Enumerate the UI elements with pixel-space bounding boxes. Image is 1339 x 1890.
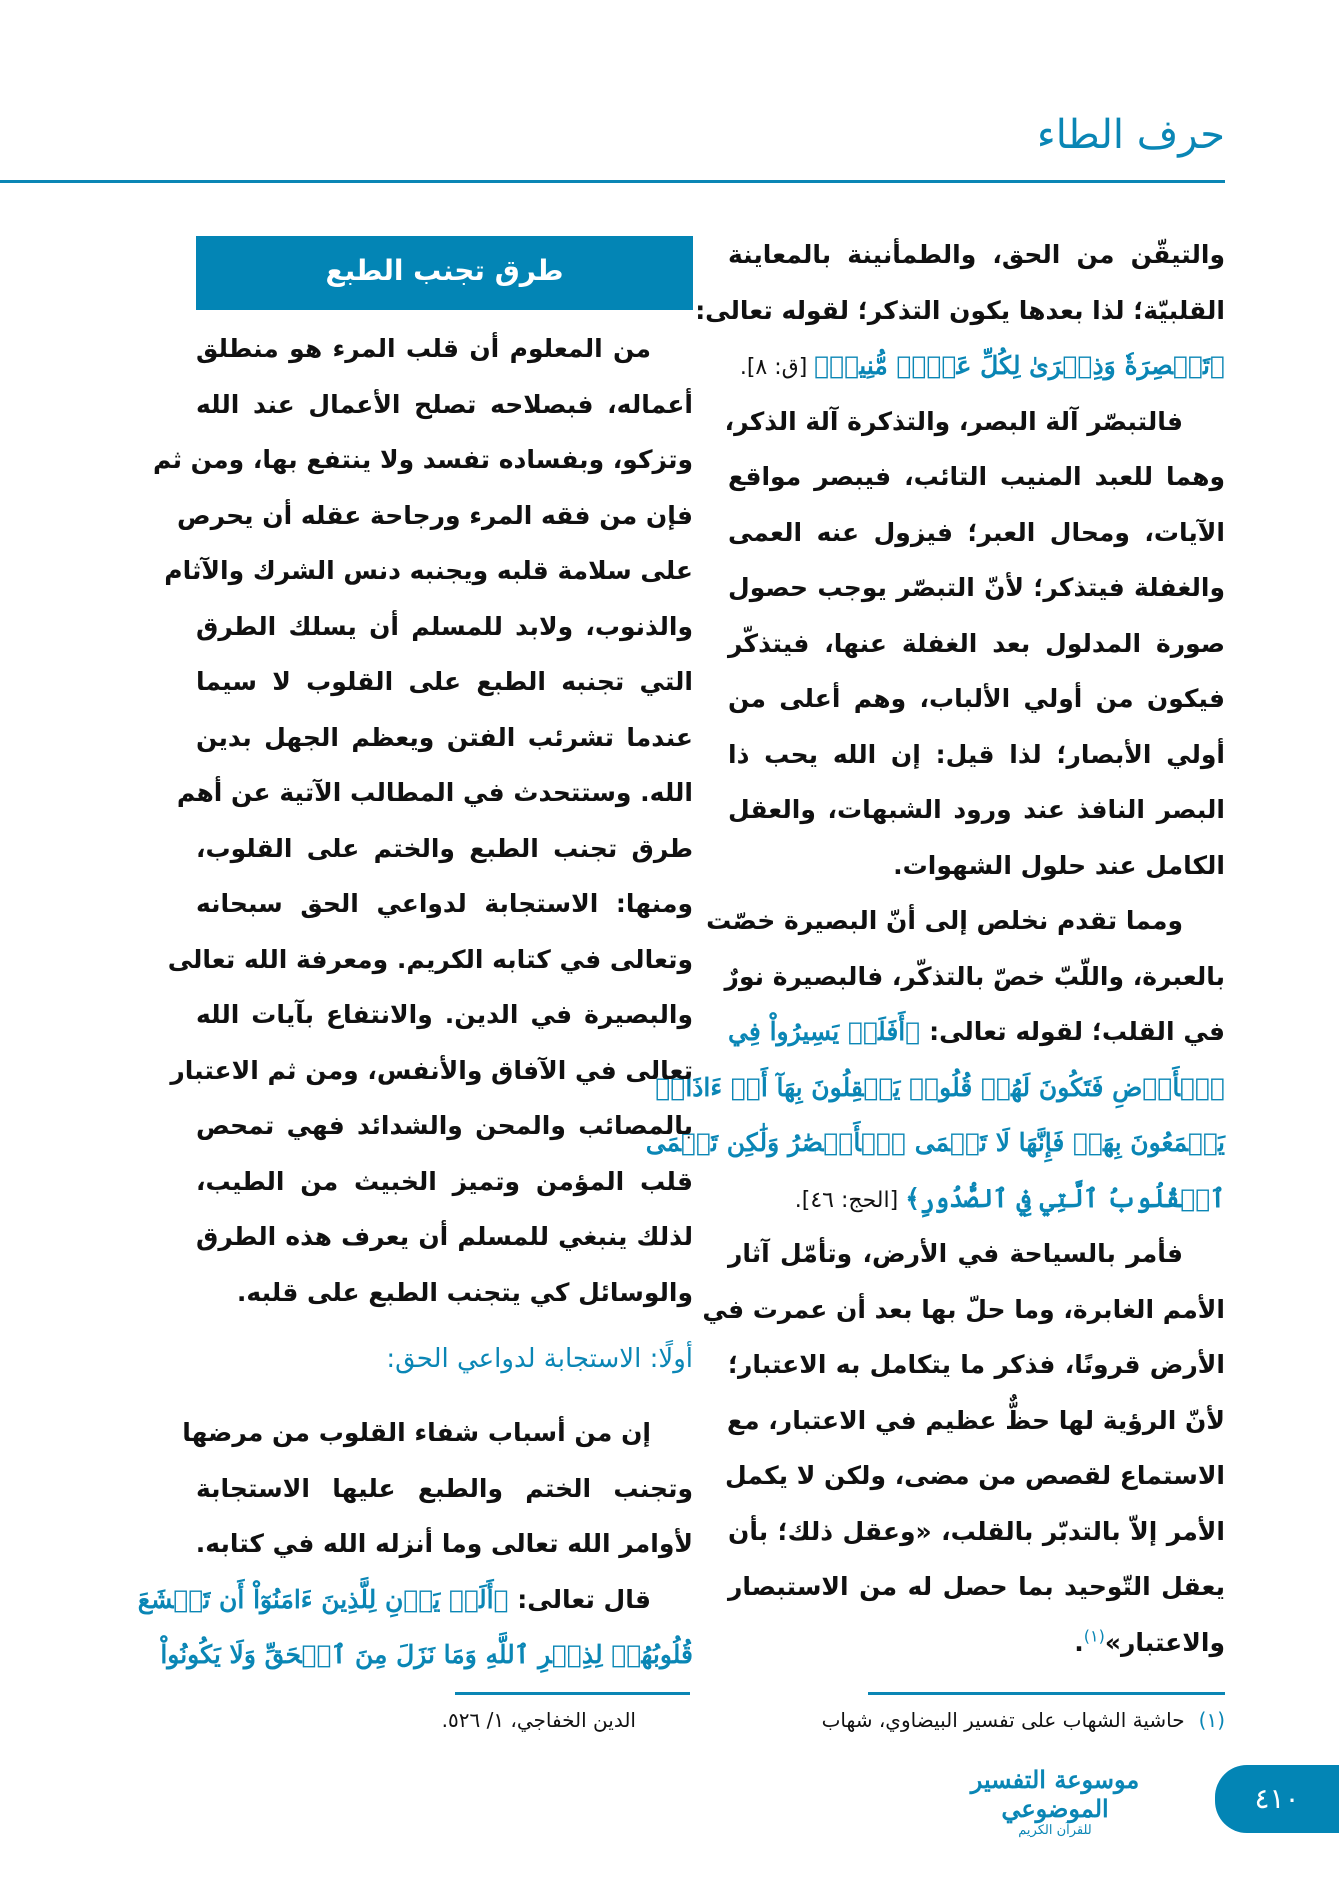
text-line	[702, 1282, 1225, 1338]
line-text: صورة المدلول بعد الغفلة عنها، فيتذكّر	[728, 628, 1225, 658]
chapter-title: حرف الطاء	[1036, 112, 1225, 158]
text-line	[176, 488, 693, 544]
text-line	[728, 782, 1225, 838]
text-line	[728, 1337, 1225, 1393]
text-line	[724, 949, 1225, 1005]
text-line	[728, 616, 1225, 672]
text-line	[196, 1461, 693, 1517]
line-text: الاستماع لقصص من مضى، ولكن لا يكمل	[725, 1461, 1225, 1490]
text-line	[196, 377, 693, 433]
text-line	[196, 876, 693, 932]
text-line	[164, 543, 693, 599]
line-text: إن من أسباب شفاء القلوب من مرضها	[182, 1418, 651, 1447]
text-line	[167, 932, 693, 988]
line-text: يعقل التّوحيد بما حصل له من الاستبصار	[728, 1572, 1225, 1601]
line-text: وهما للعبد المنيب التائب، فيبصر مواقع	[728, 462, 1225, 491]
text-line	[724, 394, 1225, 450]
text-line	[196, 599, 693, 655]
text-line	[728, 838, 1225, 894]
footnote-left: الدين الخفاجي، ١/ ٥٢٦.	[441, 1708, 636, 1732]
text-line	[728, 1504, 1225, 1560]
text-line	[196, 821, 693, 877]
verse-reference: [الحج: ٤٦].	[794, 1187, 906, 1213]
quran-verse: ﴿تَبۡصِرَةٗ وَذِكۡرَىٰ لِكُلِّ عَبۡدٖ مُّنِيبٖ﴾	[814, 351, 1225, 380]
line-text: في القلب؛ لقوله تعالى:	[920, 1017, 1225, 1046]
text-line	[728, 1615, 1225, 1671]
line-text: فأمر بالسياحة في الأرض، وتأمّل آثار	[728, 1239, 1183, 1268]
line-text: طرق تجنب الطبع والختم على القلوب،	[196, 833, 693, 863]
left-column	[137, 236, 693, 1683]
footnote-rule-left	[455, 1692, 690, 1695]
line-text: عندما تشرئب الفتن ويعظم الجهل بدين	[196, 722, 693, 752]
line-text: بالمصائب والمحن والشدائد فهي تمحص	[196, 1111, 693, 1140]
text-line	[728, 505, 1225, 561]
text-line	[196, 1154, 693, 1210]
line-text: وتزكو، وبفساده تفسد ولا ينتفع بها، ومن ثم	[152, 445, 693, 474]
line-text: قلب المؤمن وتميز الخبيث من الطيب،	[196, 1166, 693, 1196]
quran-verse: قُلُوبُهُمۡ لِذِكۡرِ ٱللَّهِ وَمَا نَزَلَ مِنَ ٱلۡحَقِّ وَلَا يَكُونُواْ	[160, 1640, 693, 1669]
line-text: فإن من فقه المرء ورجاحة عقله أن يحرص	[176, 500, 693, 530]
line-text: الكامل عند حلول الشهوات.	[893, 850, 1225, 880]
text-line	[728, 1171, 1225, 1227]
text-line	[645, 1115, 1225, 1171]
text-line	[728, 727, 1225, 783]
line-text: لأوامر الله تعالى وما أنزله الله في كتابه.	[195, 1529, 693, 1558]
text-line	[176, 765, 693, 821]
line-text: القلبيّة؛ لذا بعدها يكون التذكر؛ لقوله تعالى:	[695, 295, 1225, 325]
line-text: وتجنب الختم والطبع عليها الاستجابة	[196, 1473, 693, 1503]
line-text: تعالى في الآفاق والأنفس، ومن ثم الاعتبار	[170, 1055, 693, 1085]
line-text: والذنوب، ولابد للمسلم أن يسلك الطرق	[196, 611, 693, 641]
text-line	[728, 1559, 1225, 1615]
line-text: الأمر إلاّ بالتدبّر بالقلب، «وعقل ذلك؛ بأن	[728, 1516, 1225, 1546]
footnote-number[interactable]: (١)	[1198, 1708, 1225, 1732]
text-line	[196, 1516, 693, 1572]
text-line	[160, 1627, 693, 1683]
header-rule	[0, 180, 1225, 183]
line-text: ومما تقدم نخلص إلى أنّ البصيرة خصّت	[706, 906, 1183, 935]
text-line	[695, 283, 1225, 339]
text-line	[728, 1226, 1225, 1282]
left-column-lines-b	[137, 1405, 693, 1683]
text-line	[137, 1572, 693, 1628]
text-line	[728, 338, 1225, 394]
footnote-marker[interactable]: (١)	[1083, 1626, 1105, 1646]
text-line	[655, 1060, 1225, 1116]
text-line	[196, 1265, 693, 1321]
line-text: البصر النافذ عند ورود الشبهات، والعقل	[728, 795, 1225, 824]
line-text: .	[1074, 1627, 1084, 1657]
line-text: أولي الأبصار؛ لذا قيل: إن الله يحب ذا	[728, 739, 1225, 769]
footnote-right	[822, 1708, 1225, 1732]
text-line	[196, 321, 693, 377]
line-text: لذلك ينبغي للمسلم أن يعرف هذه الطرق	[196, 1222, 693, 1251]
text-line	[170, 1043, 693, 1099]
section-heading: طرق تجنب الطبع	[196, 236, 693, 310]
text-line	[728, 1004, 1225, 1060]
line-text: أعماله، فبصلاحه تصلح الأعمال عند الله	[196, 389, 693, 419]
line-text: الأمم الغابرة، وما حلّ بها بعد أن عمرت في	[702, 1294, 1225, 1324]
line-text: الآيات، ومحال العبر؛ فيزول عنه العمى	[728, 517, 1225, 547]
line-text: وتعالى في كتابه الكريم. ومعرفة الله تعالى	[167, 944, 693, 974]
line-text: والوسائل كي يتجنب الطبع على قلبه.	[236, 1277, 693, 1307]
quran-verse: ﴿أَفَلَمۡ يَسِيرُواْ فِي	[728, 1017, 921, 1046]
text-line	[728, 227, 1225, 283]
text-line	[728, 560, 1225, 616]
line-text: لأنّ الرؤية لها حظٌّ عظيم في الاعتبار، مع	[727, 1405, 1225, 1435]
line-text: على سلامة قلبه ويجنبه دنس الشرك والآثام	[164, 556, 693, 585]
verse-reference: [ق: ٨].	[739, 355, 815, 380]
line-text: التي تجنبه الطبع على القلوب لا سيما	[196, 667, 693, 696]
text-line	[152, 432, 693, 488]
logo-title: موسوعة التفسير الموضوعي	[970, 1765, 1140, 1823]
footnote-text: حاشية الشهاب على تفسير البيضاوي، شهاب	[821, 1708, 1185, 1732]
line-text: فالتبصّر آلة البصر، والتذكرة آلة الذكر،	[724, 406, 1183, 436]
text-line	[182, 1405, 693, 1461]
line-text: ومنها: الاستجابة لدواعي الحق سبحانه	[196, 889, 693, 918]
text-line	[706, 893, 1225, 949]
line-text: والبصيرة في الدين. والانتفاع بآيات الله	[196, 1000, 693, 1029]
text-line	[728, 671, 1225, 727]
text-line	[196, 654, 693, 710]
encyclopedia-logo	[930, 1765, 1180, 1838]
line-text: والتيقّن من الحق، والطمأنينة بالمعاينة	[728, 240, 1225, 269]
line-text: قال تعالى:	[508, 1584, 651, 1614]
quran-verse: ٱلۡقُلُوبُ ٱلَّتِي فِي ٱلصُّدُورِ﴾	[905, 1183, 1225, 1213]
line-text: والغفلة فيتذكر؛ لأنّ التبصّر يوجب حصول	[728, 573, 1225, 602]
line-text: والاعتبار»	[1104, 1627, 1225, 1657]
logo-subtitle: للقرآن الكريم	[1018, 1823, 1092, 1838]
text-line	[728, 449, 1225, 505]
text-line	[196, 1098, 693, 1154]
line-text: الله. وستتحدث في المطالب الآتية عن أهم	[176, 778, 693, 807]
text-line	[728, 1393, 1225, 1449]
quran-verse: يَسۡمَعُونَ بِهَاۖ فَإِنَّهَا لَا تَعۡمَى ٱلۡأَبۡصَٰرُ وَلَٰكِن تَعۡمَى	[645, 1128, 1225, 1157]
page-number-tab: ٤١٠	[1215, 1765, 1339, 1833]
line-text: الأرض قرونًا، فذكر ما يتكامل به الاعتبار؛	[728, 1350, 1225, 1379]
text-line	[196, 1209, 693, 1265]
text-line	[725, 1448, 1225, 1504]
right-column-lines	[645, 227, 1225, 1670]
line-text: فيكون من أولي الألباب، وهم أعلى من	[728, 684, 1225, 713]
text-line	[196, 987, 693, 1043]
quran-verse: ﴿أَلَمۡ يَأۡنِ لِلَّذِينَ ءَامَنُوٓاْ أَن تَخۡشَعَ	[137, 1584, 509, 1614]
left-column-lines-a	[152, 321, 693, 1320]
footnote-rule-right	[868, 1692, 1225, 1695]
sub-heading: أولًا: الاستجابة لدواعي الحق:	[386, 1344, 693, 1374]
right-column	[645, 227, 1225, 1670]
line-text: من المعلوم أن قلب المرء هو منطلق	[196, 334, 651, 363]
quran-verse: ٱلۡأَرۡضِ فَتَكُونَ لَهُمۡ قُلُوبٞ يَعۡقِلُونَ بِهَآ أَوۡ ءَاذَانٞ	[655, 1072, 1225, 1102]
text-line	[196, 710, 693, 766]
line-text: بالعبرة، واللّبّ خصّ بالتذكّر، فالبصيرة نورٌ	[724, 961, 1225, 991]
